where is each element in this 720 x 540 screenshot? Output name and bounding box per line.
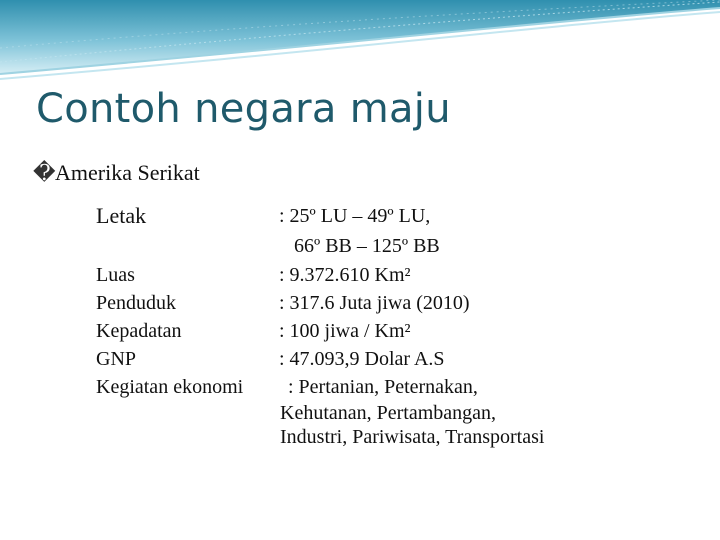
bullet-marker: � [33, 160, 56, 185]
bullet-item [33, 160, 200, 186]
label-gnp: GNP [96, 348, 137, 370]
value-letak: : 25º LU – 49º LU, [279, 205, 431, 227]
value-kegiatan: : Pertanian, Peternakan, [288, 376, 478, 398]
value-luas: : 9.372.610 Km² [279, 264, 411, 286]
label-luas: Luas [96, 264, 135, 286]
value-kegiatan-line3: Industri, Pariwisata, Transportasi [280, 426, 545, 448]
banner-wave [0, 0, 720, 74]
label-kegiatan: Kegiatan ekonomi [96, 376, 244, 398]
label-kepadatan: Kepadatan [96, 320, 182, 342]
header-banner [0, 0, 720, 80]
label-letak: Letak [96, 203, 147, 228]
label-penduduk: Penduduk [96, 292, 176, 314]
bullet-text: Amerika Serikat [55, 160, 200, 185]
value-letak-line2: 66º BB – 125º BB [294, 235, 440, 257]
value-kepadatan: : 100 jiwa / Km² [279, 320, 411, 342]
value-penduduk: : 317.6 Juta jiwa (2010) [279, 292, 470, 314]
value-gnp: : 47.093,9 Dolar A.S [279, 348, 445, 370]
slide-title: Contoh negara maju [36, 86, 451, 132]
value-kegiatan-line2: Kehutanan, Pertambangan, [280, 402, 497, 424]
